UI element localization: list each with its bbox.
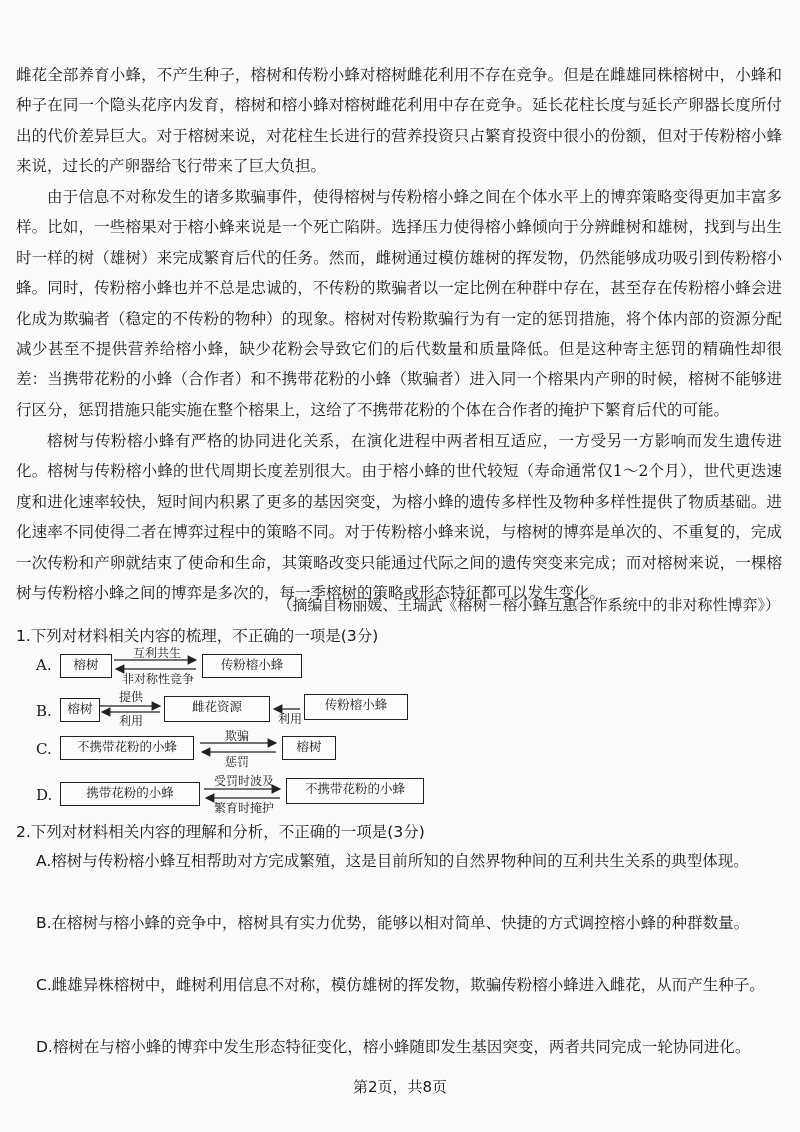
option-d-right-box: 不携带花粉的小蜂	[286, 778, 424, 804]
passage-paragraph-3: 榕树与传粉榕小蜂有严格的协同进化关系，在演化进程中两者相互适应，一方受另一方影响而发生遗传进化。榕树与传粉榕小蜂的世代周期长度差别很大。由于榕小蜂的世代较短（寿命通常仅1～2个月），世代更迭速度和进化速率较快，短时间内积累了更多的基因突变，为榕小蜂的遗传多样性及物种多样性提供了物质基础。进化速率不同使得二者在博弈过程中的策略不同。对于传粉榕小蜂来说，与榕树的博弈是单次的、不重复的，完成一次传粉和产卵就结束了使命和生命，其策略改变只能通过代际之间的遗传突变来完成；而对榕树来说，一棵榕树与传粉榕小蜂之间的博弈是多次的，每一季榕树的策略或形态特征都可以发生变化。	[16, 432, 782, 603]
option-d-bottom-label: 繁育时掩护	[213, 801, 274, 815]
option-b-left-box: 榕树	[60, 698, 100, 722]
page-number: 第2页，共8页	[352, 1078, 448, 1096]
question-2-option-a: A.榕树与传粉榕小蜂互相帮助对方完成繁殖，这是目前所知的自然界物种间的互利共生关系的典型体现。	[36, 852, 749, 870]
option-b-letter: B.	[36, 702, 52, 720]
option-d-left-box: 携带花粉的小蜂	[60, 782, 200, 806]
option-c-top-label: 欺骗	[224, 729, 249, 743]
option-a-top-label: 互利共生	[132, 646, 181, 660]
passage-paragraph-1: 雌花全部养育小蜂，不产生种子，榕树和传粉小蜂对榕树雌花利用不存在竞争。但是在雌雄同株榕树中，小蜂和种子在同一个隐头花序内发育，榕树和榕小蜂对榕树雌花利用中存在竞争。延长花柱长度与延长产卵器长度所付出的代价差异巨大。对于榕树来说，对花柱生长进行的营养投资只占繁育投资中很小的份额，但对于传粉榕小蜂来说，过长的产卵器给飞行带来了巨大负担。	[16, 66, 782, 176]
option-b-top-label: 提供	[118, 690, 143, 704]
option-a-letter: A.	[36, 656, 52, 674]
question-2-option-d: D.榕树在与榕小蜂的博弈中发生形态特征变化，榕小蜂随即发生基因突变，两者共同完成一轮协同进化。	[36, 1038, 751, 1056]
option-c-letter: C.	[36, 740, 52, 758]
option-b-bottom-label: 利用	[118, 714, 143, 728]
option-b-right-label: 利用	[277, 712, 302, 726]
question-2-stem: 2.下列对材料相关内容的理解和分析，不正确的一项是(3分)	[16, 823, 425, 841]
option-c-right-box: 榕树	[282, 736, 336, 760]
option-a-bottom-label: 非对称性竞争	[121, 672, 194, 686]
question-2-option-b: B.在榕树与榕小蜂的竞争中，榕树具有实力优势，能够以相对简单、快捷的方式调控榕小蜂的种群数量。	[36, 914, 750, 932]
option-c-left-box: 不携带花粉的小蜂	[60, 736, 194, 760]
question-2-option-c: C.雌雄异株榕树中，雌树利用信息不对称，模仿雄树的挥发物，欺骗传粉榕小蜂进入雌花，从而产生种子。	[36, 976, 765, 994]
option-d-top-label: 受罚时波及	[213, 774, 274, 788]
option-b-middle-box: 雌花资源	[164, 696, 270, 722]
passage-paragraph-2: 由于信息不对称发生的诸多欺骗事件，使得榕树与传粉榕小蜂之间在个体水平上的博弈策略变得更加丰富多样。比如，一些榕果对于榕小蜂来说是一个死亡陷阱。选择压力使得榕小蜂倾向于分辨雌树和雄树，找到与出生时一样的树（雄树）来完成繁育后代的任务。然而，雌树通过模仿雄树的挥发物，仍然能够成功吸引到传粉榕小蜂。同时，传粉榕小蜂也并不总是忠诚的，不传粉的欺骗者以一定比例在种群中存在，甚至存在传粉榕小蜂会进化成为欺骗者（稳定的不传粉的物种）的现象。榕树对传粉欺骗行为有一定的惩罚措施，将个体内部的资源分配减少甚至不提供营养给榕小蜂，缺少花粉会导致它们的后代数量和质量降低。但是这种寄主惩罚的精确性却很差：当携带花粉的小蜂（合作者）和不携带花粉的小蜂（欺骗者）进入同一个榕果内产卵的时候，榕树不能够进行区分，惩罚措施只能实施在整个榕果上，这给了不携带花粉的个体在合作者的掩护下繁育后代的可能。	[16, 188, 782, 419]
option-a-right-box: 传粉榕小蜂	[202, 654, 302, 678]
option-c-bottom-label: 惩罚	[224, 755, 249, 769]
passage-source: （摘编自杨丽媛、王瑞武《榕树－榕小蜂互惠合作系统中的非对称性博弈》）	[277, 596, 780, 614]
option-d-letter: D.	[36, 786, 53, 804]
question-1-stem: 1.下列对材料相关内容的梳理，不正确的一项是(3分)	[16, 627, 379, 645]
option-a-left-box: 榕树	[60, 654, 112, 678]
option-b-right-box: 传粉榕小蜂	[304, 694, 408, 720]
